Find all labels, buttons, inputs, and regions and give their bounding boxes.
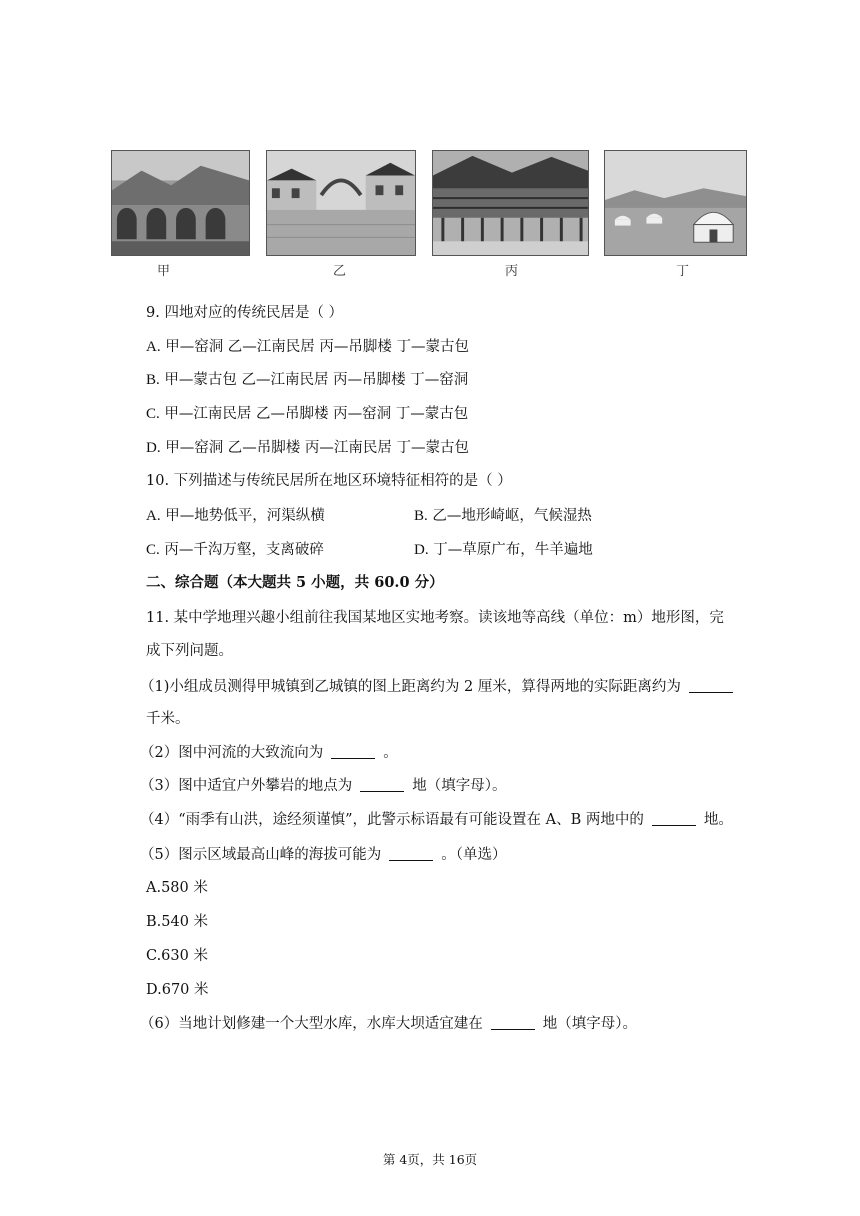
question-10-stem: 10. 下列描述与传统民居所在地区环境特征相符的是（ ） [146, 473, 512, 489]
photo-caption-jia: 甲 [157, 264, 171, 279]
photo-yi [266, 150, 416, 256]
jiangnan-water-town-photo [267, 151, 415, 255]
option-text: 甲—地势低平，河渠纵横 [165, 508, 325, 524]
q11-part-1-cont: 千米。 [146, 711, 190, 727]
q11-choice-b: B.540 米 [146, 914, 209, 930]
photo-caption-ding: 丁 [676, 264, 690, 279]
q11-choice-a: A.580 米 [146, 880, 208, 896]
q9-option-a [146, 337, 469, 357]
q11-part-4 [140, 810, 733, 830]
question-11-stem-line1: 11. 某中学地理兴趣小组前往我国某地区实地考察。读该地等高线（单位：m）地形图，完 [146, 610, 724, 626]
q10-option-a [146, 506, 325, 526]
answer-blank[interactable] [389, 846, 433, 861]
option-text: 丁—草原广布，牛羊遍地 [433, 542, 593, 558]
q11-choice-c: C.630 米 [146, 948, 208, 964]
q10-option-b [414, 506, 592, 526]
section-2-title: 二、综合题（本大题共 5 小题，共 60.0 分） [146, 574, 444, 591]
q11-part-1 [140, 677, 741, 697]
option-text: 甲—窑洞 乙—吊脚楼 丙—江南民居 丁—蒙古包 [165, 440, 470, 456]
part-text: （3）图中适宜户外攀岩的地点为 [140, 778, 353, 794]
part-text: （2）图中河流的大致流向为 [140, 745, 324, 761]
option-text: 甲—窑洞 乙—江南民居 丙—吊脚楼 丁—蒙古包 [165, 339, 470, 355]
part-text: （5）图示区域最高山峰的海拔可能为 [140, 847, 382, 863]
q11-part-6 [140, 1014, 637, 1034]
part-text-end: 地（填字母）。 [542, 1016, 637, 1032]
part-text-end: 。 [383, 745, 398, 761]
option-letter: A. [146, 339, 161, 355]
photo-bing [432, 150, 589, 256]
part-text: （6）当地计划修建一个大型水库，水库大坝适宜建在 [140, 1016, 483, 1032]
question-9-stem: 9. 四地对应的传统民居是（ ） [146, 305, 344, 321]
option-text: 甲—蒙古包 乙—江南民居 丙—吊脚楼 丁—窑洞 [164, 372, 469, 388]
option-letter: C. [146, 542, 160, 558]
page-footer: 第 4页，共 16页 [382, 1152, 478, 1167]
option-letter: D. [414, 542, 429, 558]
q10-option-c [146, 540, 324, 560]
option-letter: C. [146, 406, 160, 422]
option-letter: A. [146, 508, 161, 524]
option-letter: B. [414, 508, 428, 524]
photo-caption-bing: 丙 [505, 264, 519, 279]
answer-blank[interactable] [491, 1015, 535, 1030]
photo-jia [111, 150, 250, 256]
option-text: 乙—地形崎岖，气候湿热 [432, 508, 592, 524]
part-text: （1)小组成员测得甲城镇到乙城镇的图上距离约为 2 厘米，算得两地的实际距离约为 [140, 679, 681, 695]
answer-blank[interactable] [652, 811, 696, 826]
photo-caption-yi: 乙 [333, 264, 347, 279]
option-text: 丙—千沟万壑，支离破碎 [164, 542, 324, 558]
q9-option-c [146, 404, 468, 424]
q9-option-d [146, 438, 469, 458]
q10-option-d [414, 540, 593, 560]
part-text: （4）“雨季有山洪，途经须谨慎”，此警示标语最有可能设置在 A、B 两地中的 [140, 812, 644, 828]
part-text-end: 地（填字母）。 [412, 778, 507, 794]
option-text: 甲—江南民居 乙—吊脚楼 丙—窑洞 丁—蒙古包 [164, 406, 469, 422]
q11-part-3 [140, 776, 506, 796]
part-text-end: 地。 [703, 812, 733, 828]
answer-blank[interactable] [331, 744, 375, 759]
q9-option-b [146, 370, 468, 390]
q11-part-2 [140, 743, 398, 763]
photo-ding [604, 150, 747, 256]
question-11-stem-line2: 成下列问题。 [146, 643, 233, 659]
answer-blank[interactable] [689, 678, 733, 693]
answer-blank[interactable] [360, 777, 404, 792]
yaodong-cave-dwelling-photo [112, 151, 249, 255]
q11-part-5 [140, 845, 506, 865]
option-letter: B. [146, 372, 160, 388]
stilt-house-photo [433, 151, 588, 255]
mongolian-yurt-photo [605, 151, 746, 255]
option-letter: D. [146, 440, 161, 456]
q11-choice-d: D.670 米 [146, 982, 209, 998]
part-text-end: 。（单选） [441, 847, 507, 863]
